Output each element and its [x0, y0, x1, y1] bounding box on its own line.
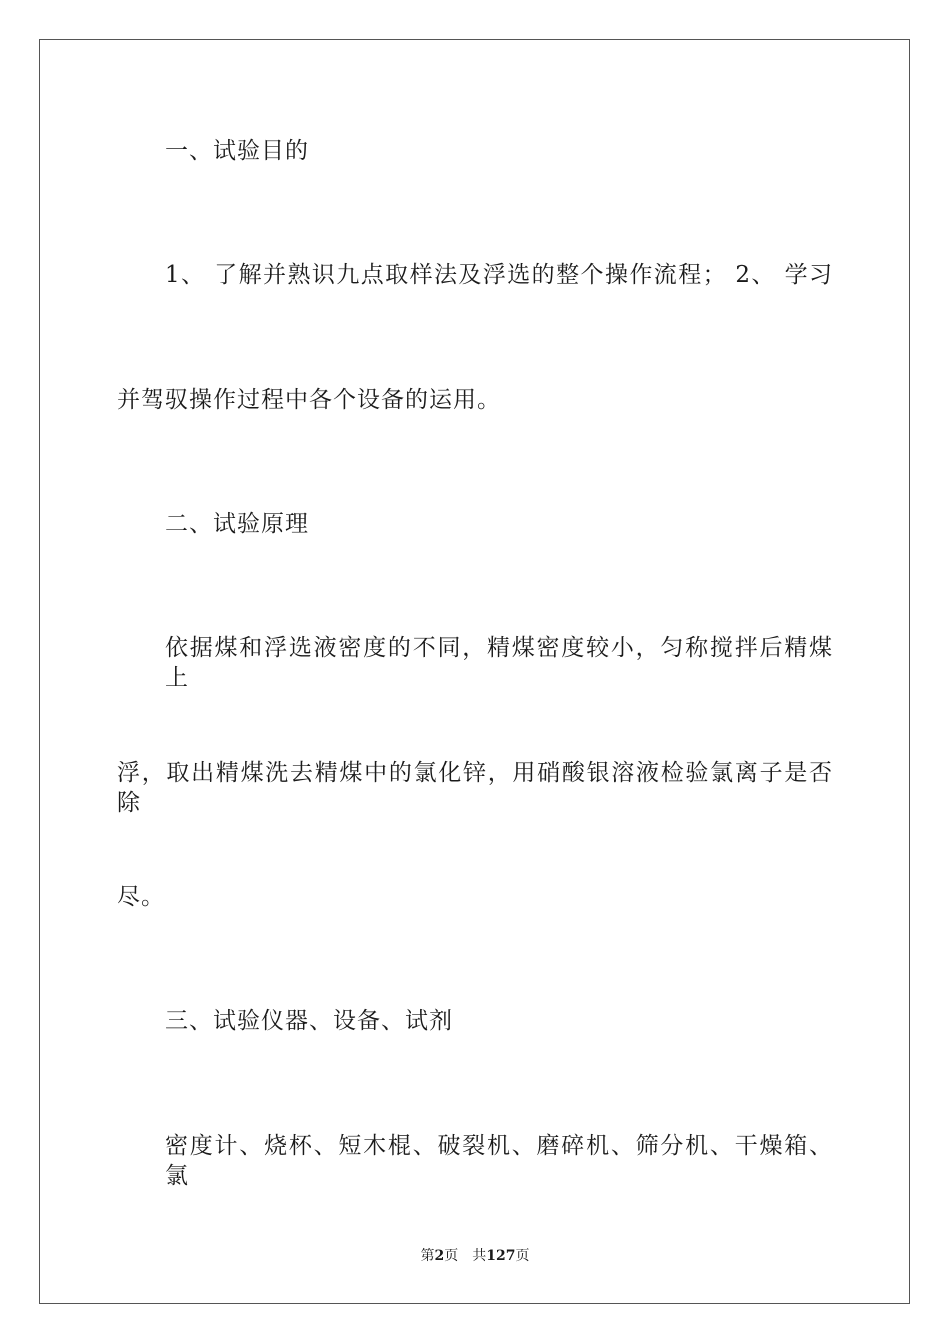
section-heading-purpose: 一、试验目的 [165, 138, 309, 164]
footer-page-prefix: 第 [420, 1248, 435, 1264]
paragraph-line: 密度计、烧杯、短木棍、破裂机、磨碎机、筛分机、干燥箱、氯 [165, 1133, 833, 1189]
page-footer [0, 1246, 950, 1266]
section-heading-principle: 二、试验原理 [165, 511, 309, 537]
footer-total-prefix: 共 [472, 1248, 487, 1264]
paragraph-line: 浮，取出精煤洗去精煤中的氯化锌，用硝酸银溶液检验氯离子是否除 [117, 760, 833, 816]
paragraph-line: 尽。 [117, 884, 165, 910]
paragraph-line: 并驾驭操作过程中各个设备的运用。 [117, 387, 501, 413]
paragraph-line: 1、 了解并熟识九点取样法及浮选的整个操作流程； 2、 学习 [165, 262, 833, 288]
footer-page-number: 2 [434, 1248, 445, 1264]
paragraph-line: 依据煤和浮选液密度的不同，精煤密度较小，匀称搅拌后精煤上 [165, 635, 833, 691]
footer-total-pages: 127 [486, 1248, 516, 1264]
footer-total-suffix: 页 [515, 1248, 530, 1264]
footer-page-suffix: 页 [444, 1248, 459, 1264]
section-heading-equipment: 三、试验仪器、设备、试剂 [165, 1008, 453, 1034]
